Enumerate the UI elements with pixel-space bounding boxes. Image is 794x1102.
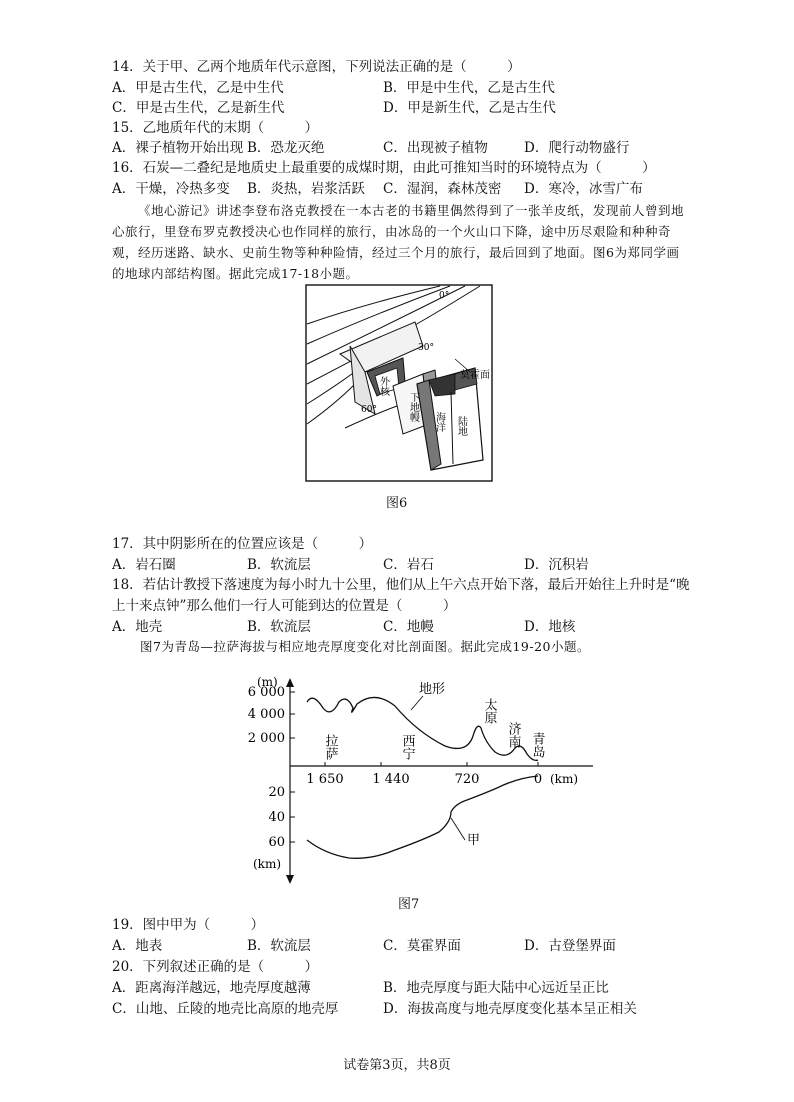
q19-stem: 19．图中甲为（ ） xyxy=(112,917,265,933)
figure7-x-tick-720: 720 xyxy=(454,772,480,787)
q19-option-c: C．莫霍界面 xyxy=(383,938,461,954)
q16-stem: 16．石炭—二叠纪是地质史上最重要的成煤时期，由此可推知当时的环境特点为（ ） xyxy=(112,160,656,176)
q18-option-a: A．地壳 xyxy=(112,619,163,635)
q20-option-a: A．距离海洋越远，地壳厚度越薄 xyxy=(112,980,311,996)
q15-option-c: C．出现被子植物 xyxy=(383,140,488,156)
q14-option-c: C．甲是古生代，乙是新生代 xyxy=(112,100,285,116)
q18-stem-line2: 上十来点钟”那么他们一行人可能到达的位置是（ ） xyxy=(112,598,457,614)
figure7-y-tick-4000: 4 000 xyxy=(247,707,285,722)
figure7-y-tick-60: 60 xyxy=(268,835,285,850)
q14-stem: 14．关于甲、乙两个地质年代示意图，下列说法正确的是（ ） xyxy=(112,59,521,75)
figure7-y-tick-20: 20 xyxy=(268,785,285,800)
q17-stem: 17．其中阴影所在的位置应该是（ ） xyxy=(112,536,373,552)
figure7-y-unit-bottom: (km) xyxy=(253,857,282,871)
figure6-earth-structure-diagram xyxy=(305,284,493,482)
q19-option-a: A．地表 xyxy=(112,938,163,954)
q17-option-b: B．软流层 xyxy=(247,557,311,573)
figure7-x-tick-1650: 1 650 xyxy=(306,772,344,787)
figure6-label-land: 陆地 xyxy=(455,416,467,436)
figure7-y-tick-6000: 6 000 xyxy=(247,685,285,700)
figure7-x-tick-1440: 1 440 xyxy=(372,772,410,787)
figure6-label-outer-core: 外核 xyxy=(377,376,389,396)
figure7-y-unit-top: (m) xyxy=(257,675,278,689)
q19-option-b: B．软流层 xyxy=(247,938,311,954)
q17-option-c: C．岩石 xyxy=(383,557,434,573)
q15-stem: 15．乙地质年代的末期（ ） xyxy=(112,120,319,136)
figure7-profile-chart xyxy=(245,662,605,887)
q20-option-c: C．山地、丘陵的地壳比高原的地壳厚 xyxy=(112,1001,339,1017)
q16-option-d: D．寒冷，冰雪广布 xyxy=(524,181,643,197)
figure7-place-taiyuan: 太原 xyxy=(481,698,497,724)
figure7-y-tick-2000: 2 000 xyxy=(247,731,285,746)
q14-option-d: D．甲是新生代，乙是古生代 xyxy=(383,100,556,116)
figure6-label-moho: 莫霍面 xyxy=(460,370,490,381)
q19-option-d: D．古登堡界面 xyxy=(524,938,616,954)
figure7-place-qingdao: 青岛 xyxy=(529,732,545,758)
figure7-moho-label: 甲 xyxy=(467,833,481,848)
q17-option-a: A．岩石圈 xyxy=(112,557,176,573)
q14-option-a: A．甲是古生代，乙是中生代 xyxy=(112,80,284,96)
page-footer: 试卷第3页，共8页 xyxy=(343,1058,451,1073)
figure6-label-30deg: 30° xyxy=(418,343,434,353)
q18-stem-line1: 18．若估计教授下落速度为每小时九十公里，他们从上午六点开始下落，最后开始往上升时是“晚 xyxy=(112,577,690,593)
q16-option-b: B．炎热，岩浆活跃 xyxy=(247,181,365,197)
figure7-place-xining: 西宁 xyxy=(399,734,415,760)
q14-option-b: B．甲是中生代，乙是古生代 xyxy=(383,80,555,96)
figure7-x-unit: (km) xyxy=(550,772,579,786)
passage-figure6-intro: 《地心游记》讲述李登布洛克教授在一本古老的书籍里偶然得到了一张羊皮纸，发现前人曾到地心旅行，里登布罗克教授决心也作同样的旅行，由冰岛的一个火山口下降，途中历尽艰险和种种奇观，经历迷路、缺水、史前生物等种种险情，经过三个月的旅行，最后回到了地面。图6为郑同学画的地球内部结构图。据此完成17-18小题。 xyxy=(112,203,685,281)
q20-option-b: B．地壳厚度与距大陆中心远近呈正比 xyxy=(383,980,609,996)
figure6-label-0deg: 0° xyxy=(439,291,450,301)
q17-option-d: D．沉积岩 xyxy=(524,557,589,573)
q16-option-a: A．干燥，冷热多变 xyxy=(112,181,230,197)
q15-option-d: D．爬行动物盛行 xyxy=(524,140,630,156)
figure7-place-lasa: 拉萨 xyxy=(322,734,338,760)
q18-option-c: C．地幔 xyxy=(383,619,434,635)
figure7-y-tick-40: 40 xyxy=(268,810,285,825)
q16-option-c: C．湿润，森林茂密 xyxy=(383,181,502,197)
q18-option-b: B．软流层 xyxy=(247,619,311,635)
figure6-label-lower-mantle: 下地幔 xyxy=(407,392,419,422)
passage-figure7-intro: 图7为青岛—拉萨海拔与相应地壳厚度变化对比剖面图。据此完成19-20小题。 xyxy=(140,639,590,654)
figure7-place-jinan: 济南 xyxy=(505,722,521,748)
q15-option-a: A．裸子植物开始出现 xyxy=(112,140,244,156)
figure6-label-60deg: 60° xyxy=(361,405,377,415)
q20-option-d: D．海拔高度与地壳厚度变化基本呈正相关 xyxy=(383,1001,637,1017)
figure6-caption: 图6 xyxy=(386,496,408,511)
figure6-label-ocean: 海洋 xyxy=(433,412,445,432)
q15-option-b: B．恐龙灭绝 xyxy=(247,140,325,156)
figure7-terrain-label: 地形 xyxy=(419,682,446,697)
q20-stem: 20．下列叙述正确的是（ ） xyxy=(112,959,319,975)
figure7-caption: 图7 xyxy=(398,897,420,912)
q18-option-d: D．地核 xyxy=(524,619,576,635)
figure7-x-tick-0: 0 xyxy=(533,772,543,787)
